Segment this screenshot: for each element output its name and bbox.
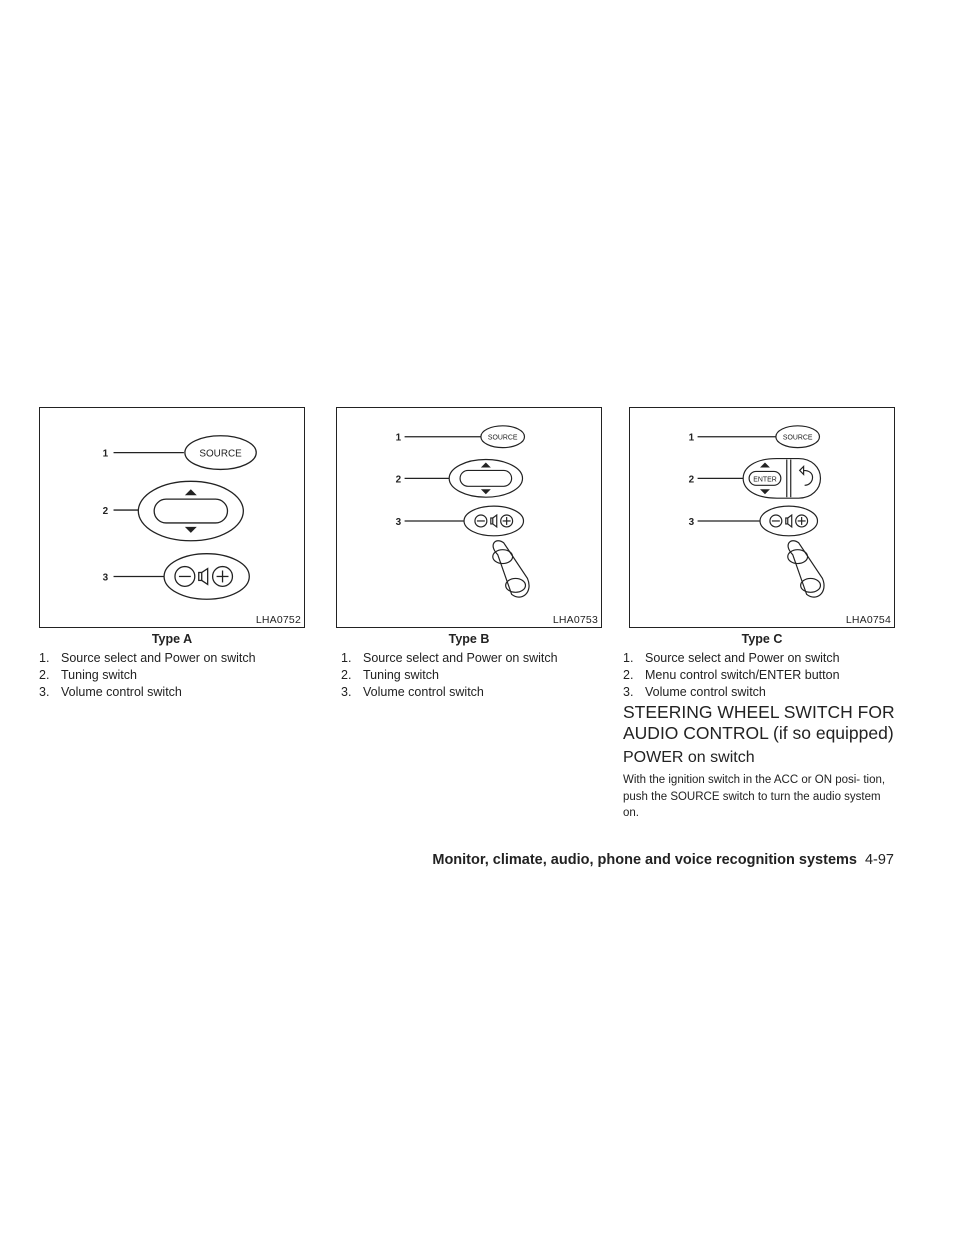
figure-code: LHA0753 [552,614,598,626]
legend-item: 3. Volume control switch [39,685,182,699]
figure-type-c [629,407,895,628]
type-b-switch-diagram [337,408,601,627]
figure-type-b [336,407,602,628]
legend-type-c [623,650,840,701]
legend-item: 2. Tuning switch [341,668,439,682]
section-heading: STEERING WHEEL SWITCH FOR AUDIO CONTROL (if so equipped) [623,702,895,743]
body-paragraph: With the ignition switch in the ACC or ON posi- tion, push the SOURCE switch to turn the audio system on. [623,774,886,819]
page-number: 4-97 [864,852,894,868]
legend-item: 3. Volume control switch [623,685,766,699]
page-footer [432,852,894,868]
type-c-label: Type C [741,632,783,646]
legend-item: 2. Tuning switch [39,668,137,682]
legend-item: 1. Source select and Power on switch [39,651,256,665]
callout-2: 2 [395,474,402,486]
type-a-switch-diagram [40,408,304,627]
figure-code: LHA0754 [845,614,891,626]
source-button-label: SOURCE [782,434,813,442]
legend-type-a [39,650,256,701]
legend-item: 2. Menu control switch/ENTER button [623,668,840,682]
callout-3: 3 [688,516,695,528]
legend-item: 3. Volume control switch [341,685,484,699]
callout-2: 2 [102,506,109,518]
figure-code: LHA0752 [255,614,301,626]
type-a-label: Type A [151,632,193,646]
callout-1: 1 [102,448,109,460]
legend-type-b [341,650,558,701]
callout-2: 2 [688,474,695,486]
callout-3: 3 [102,572,109,584]
enter-button-label: ENTER [753,476,777,484]
source-button-label: SOURCE [199,448,242,460]
callout-3: 3 [395,516,402,528]
figure-type-a [39,407,305,628]
subsection-heading: POWER on switch [623,749,755,766]
callout-1: 1 [688,432,695,444]
legend-item: 1. Source select and Power on switch [623,651,840,665]
source-button-label: SOURCE [487,434,518,442]
legend-item: 1. Source select and Power on switch [341,651,558,665]
type-b-label: Type B [448,632,490,646]
callout-1: 1 [395,432,402,444]
footer-section-title: Monitor, climate, audio, phone and voice recognition systems [432,852,857,868]
type-c-switch-diagram [630,408,894,627]
